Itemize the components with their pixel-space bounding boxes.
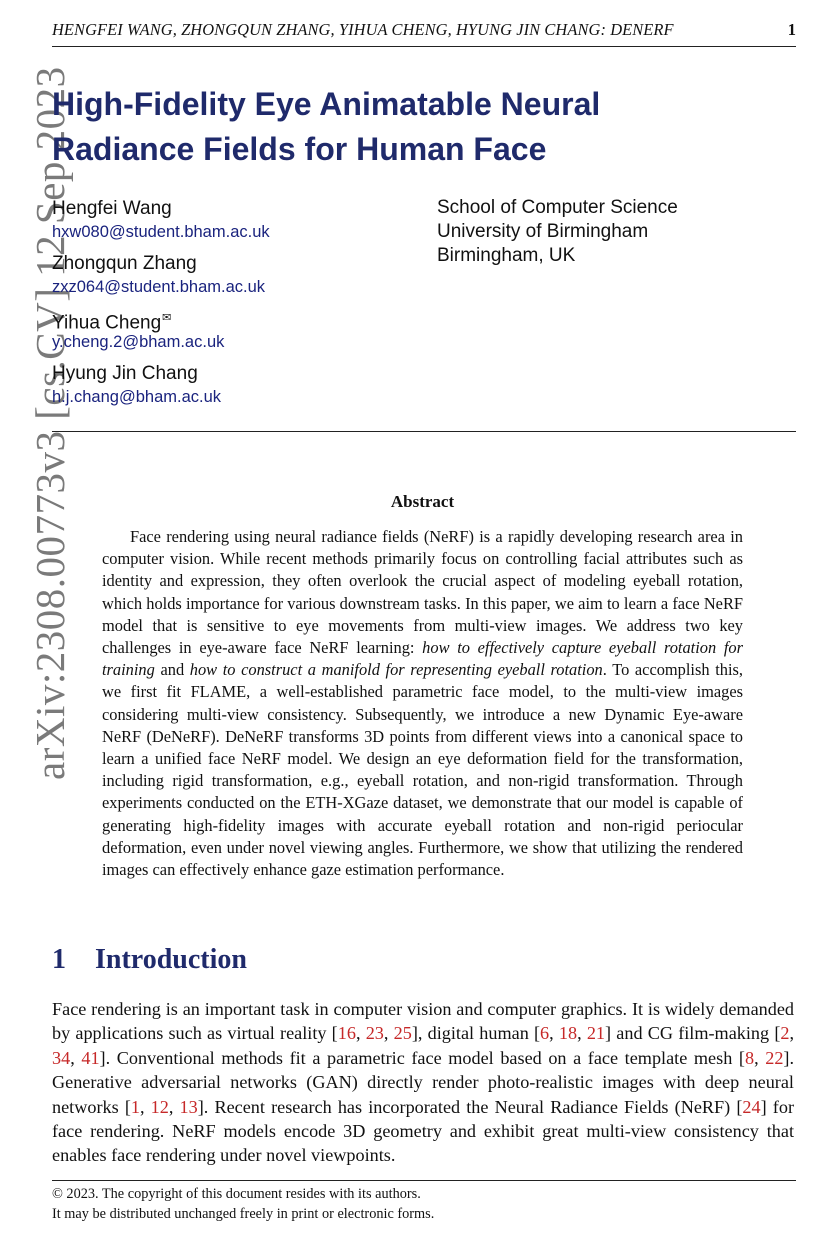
citation-link[interactable]: 24 [742, 1096, 761, 1117]
body-text: ]. Conventional methods fit a parametric face model based on a face template mesh [ [99, 1047, 745, 1068]
abstract-text-part: and [154, 660, 190, 680]
running-head-authors: HENGFEI WANG, ZHONGQUN ZHANG, YIHUA CHENG, HYUNG JIN CHANG: DENERF [52, 20, 674, 39]
arxiv-stamp[interactable]: arXiv:2308.00773v3 [cs.CV] 12 Sep 2023 [27, 66, 73, 780]
author-email-link[interactable]: h.j.chang@bham.ac.uk [52, 388, 222, 406]
envelope-icon: ✉ [162, 312, 172, 324]
author-list [52, 196, 412, 416]
author-name: Zhongqun Zhang [52, 253, 197, 274]
citation-link[interactable]: 41 [81, 1047, 100, 1068]
author-email-link[interactable]: hxw080@student.bham.ac.uk [52, 223, 270, 241]
section-title: Introduction [95, 944, 247, 975]
abstract-text-part: . To accomplish this, we first fit FLAME, a well-established parametric face model, to the multi-view images considering multi-view consistency. Subsequently, we introduce a new Dynamic Eye-aware NeRF (DeNeRF). DeNeRF transforms 3D points from different views into a canonical space to learn a unified face NeRF model. We design an eye deformation field for the transformation, including rigid transformation, e.g., eyeball rotation, and non-rigid transformation. Through experiments conducted on the ETH-XGaze dataset, we demonstrate that our model is capable of generating high-fidelity images with accurate eyeball rotation and non-rigid periocular deformation, even under novel viewing angles. Furthermore, we show that utilizing the rendered images can effectively enhance gaze estimation performance. [102, 660, 743, 880]
author-name: Hyung Jin Chang [52, 363, 198, 384]
footer-rule [52, 1180, 796, 1181]
body-text: , [355, 1023, 366, 1044]
citation-link[interactable]: 23 [365, 1023, 384, 1044]
header-rule [52, 46, 796, 47]
citation-link[interactable]: 2 [780, 1023, 790, 1044]
affiliation [437, 196, 678, 268]
author-block [52, 196, 412, 251]
body-text: ] for face rendering. NeRF models encode 3D geometry and exhibit great multi-view consistency that enables face rendering under novel viewpoints. [52, 1096, 794, 1166]
copyright-line: © 2023. The copyright of this document resides with its authors. [52, 1186, 421, 1202]
citation-link[interactable]: 34 [52, 1047, 71, 1068]
body-text: ]. Generative adversarial networks (GAN) directly render photo-realistic images with deep neural networks [ [52, 1047, 795, 1117]
body-text: ]. Recent research has incorporated the Neural Radiance Fields (NeRF) [ [197, 1096, 743, 1117]
author-block [52, 306, 412, 361]
body-text: , [549, 1023, 559, 1044]
author-name: Hengfei Wang [52, 198, 172, 219]
body-text: ] and CG film-making [ [605, 1023, 781, 1044]
citation-link[interactable]: 1 [130, 1096, 140, 1117]
author-block [52, 361, 412, 416]
citation-link[interactable]: 18 [558, 1023, 578, 1044]
affiliation-location: Birmingham, UK [437, 245, 576, 266]
citation-link[interactable]: 21 [586, 1023, 606, 1044]
section-heading [52, 940, 247, 980]
affiliation-school: School of Computer Science [437, 197, 678, 218]
body-text: Face rendering is an important task in computer vision and computer graphics. It is widely demanded by applications such as virtual reality [ [52, 999, 794, 1044]
author-email-link[interactable]: y.cheng.2@bham.ac.uk [52, 333, 225, 351]
distribution-line: It may be distributed unchanged freely in print or electronic forms. [52, 1206, 435, 1222]
body-text: , [577, 1023, 587, 1044]
page-number: 1 [787, 20, 796, 39]
body-text: , [383, 1023, 394, 1044]
affiliation-university: University of Birmingham [437, 221, 649, 242]
citation-link[interactable]: 25 [393, 1023, 412, 1044]
section-number: 1 [52, 944, 66, 975]
abstract-emphasis: how to construct a manifold for representing eyeball rotation [189, 660, 603, 680]
paper-title: High-Fidelity Eye Animatable Neural Radiance Fields for Human Face [52, 86, 601, 167]
citation-link[interactable]: 12 [150, 1096, 169, 1117]
abstract-rule [52, 431, 796, 432]
author-name-corresponding [52, 306, 412, 334]
body-text: , [789, 1023, 795, 1044]
citation-link[interactable]: 16 [337, 1023, 356, 1044]
citation-link[interactable]: 6 [540, 1023, 550, 1044]
abstract-text-part: Face rendering using neural radiance fields (NeRF) is a rapidly developing research area in computer vision. While recent methods primarily focus on controlling facial attributes such as identity and expression, they often overlook the crucial aspect of modeling eyeball rotation, which holds importance for various downstream tasks. In this paper, we aim to learn a face NeRF model that is sensitive to eye movements from multi-view images. We address two key challenges in eye-aware face NeRF learning: [102, 527, 743, 658]
abstract-heading: Abstract [390, 492, 455, 511]
author-email-link[interactable]: zxz064@student.bham.ac.uk [52, 278, 266, 296]
author-block [52, 251, 412, 306]
introduction-paragraph [52, 997, 794, 1168]
running-head [52, 20, 796, 44]
body-text: , [754, 1047, 766, 1068]
body-text: , [168, 1096, 180, 1117]
copyright-footer [52, 1184, 434, 1224]
citation-link[interactable]: 13 [179, 1096, 198, 1117]
citation-link[interactable]: 22 [765, 1047, 784, 1068]
body-text: , [139, 1096, 151, 1117]
abstract-emphasis: how to effectively capture eyeball rotation for training [102, 638, 744, 680]
body-text: ], digital human [ [411, 1023, 541, 1044]
author-name: Yihua Cheng [52, 312, 162, 334]
citation-link[interactable]: 8 [744, 1047, 755, 1068]
abstract-text [102, 526, 743, 881]
body-text: , [70, 1047, 82, 1068]
